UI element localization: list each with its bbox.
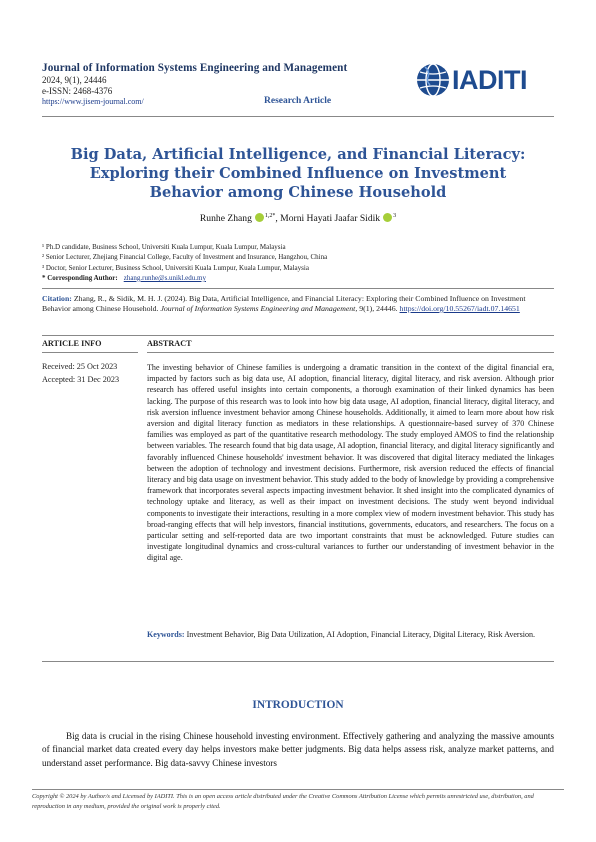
abstract-text: The investing behavior of Chinese families is undergoing a dramatic transition in the context of the digital financial era, impacted by factors such as big data use, AI adoption, financial literacy, digital literacy, and risk aversion. Although prior research has offered useful insights into certain components, a thorough examination of their linked dynamics has been lacking. The purpose of this research was to look into how big data usage, AI adoption, financial literacy, digital literacy, and risk aversion influence investment behavior among Chinese households. Additionally, it aimed to learn more about how risk aversion and digital literacy function as mediators in these relationships. A questionnaire-based survey of 370 Chinese families was employed as part of the quantitative research methodology. The study employed AMOS to find the relationship between variables. The research found that big data usage, AI adoption, financial literacy, and digital literacy significantly and favorably influenced Chinese households' investment behavior. It was discovered that digital literacy mediated the linkages between the adoption of technology and investment decisions. Furthermore, risk aversion reduced the effects of financial literacy and big data usage on investment behavior. This study added to the body of knowledge by providing a comprehensive framework that incorporates several aspects impacting investment behavior. It shed insight into the complicated dynamics of technology uptake and literacy, as well as their impact on investment decisions. The study went beyond individual components to investigate their interactions, resulting in a more complex view of modern investment behavior. This study has broad-ranging effects that will help investors, financial institutions, governments, educators, and researchers. The focus on a particular setting and self-reported data are two important constraints that must be acknowledged. Future studies can investigate longitudinal dynamics and cross-cultural variances to further our understanding of investment behavior in the digital age. <box>147 363 554 563</box>
abstract-heading: ABSTRACT <box>147 339 192 348</box>
header-divider <box>42 116 554 117</box>
article-info-rule <box>42 352 138 353</box>
author-affil-marker: 1,2* <box>264 213 276 219</box>
author-list <box>0 213 596 224</box>
citation-label: Citation: <box>42 294 72 303</box>
author-affil-marker: 3 <box>393 213 397 219</box>
citation-volume: 9(1), 24446. <box>357 304 400 313</box>
keywords-text: Investment Behavior, Big Data Utilization, AI Adoption, Financial Literacy, Digital Literacy, Risk Aversion. <box>184 630 536 639</box>
journal-url-link[interactable]: https://www.jisem-journal.com/ <box>42 97 144 106</box>
abstract-end-divider <box>42 661 554 662</box>
footer-divider <box>32 789 564 790</box>
received-date: Received: 25 Oct 2023 <box>42 362 118 371</box>
journal-issn: e-ISSN: 2468-4376 <box>42 86 113 96</box>
citation-divider <box>42 335 554 336</box>
keywords-label: Keywords: <box>147 630 185 639</box>
keywords <box>147 629 554 640</box>
journal-name: Journal of Information Systems Engineering and Management <box>42 62 348 74</box>
introduction-heading: INTRODUCTION <box>252 699 344 711</box>
author-name: Runhe Zhang <box>199 213 252 225</box>
affiliation-divider <box>42 288 554 289</box>
citation-text: Zhang, R., & Sidik, M. H. J. (2024). Big Data, Artificial Intelligence, and Financial Literacy: Exploring their Combined Influence on Investment Behavior among Chinese Household. <box>42 294 526 313</box>
affiliation-line: ³ Doctor, Senior Lecturer, Business School, Universiti Kuala Lumpur, Kuala Lumpur, Malaysia <box>42 263 309 272</box>
author-name: Morni Hayati Jaafar Sidik <box>280 213 381 225</box>
author-separator: , <box>275 213 281 225</box>
article-title: Big Data, Artificial Intelligence, and Financial Literacy: Exploring their Combined Influence on Investment Behavior among Chinese Household <box>70 146 526 201</box>
accepted-date: Accepted: 31 Dec 2023 <box>42 375 120 384</box>
orcid-icon[interactable] <box>255 213 264 222</box>
corresponding-email-link[interactable]: zhang.runhe@s.unikl.edu.my <box>123 273 206 282</box>
introduction-text: Big data is crucial in the rising Chinese household investing environment. Effectively gathering and analyzing the massive amounts of financial market data created every day helps investors make better judgments. Big data helps assess risk, analyze market patterns, and understand asset performance. Big data-savvy Chinese investors <box>42 731 554 768</box>
orcid-icon[interactable] <box>383 213 392 222</box>
citation-journal: Journal of Information Systems Engineering and Management, <box>160 304 358 313</box>
journal-issue: 2024, 9(1), 24446 <box>42 75 107 85</box>
copyright-notice: Copyright © 2024 by Author/s and Licensed by IADITI. This is an open access article distributed under the Creative Commons Attribution License which permits unrestricted use, distribution, and reproduction in any medium, provided the original work is properly cited. <box>32 793 534 811</box>
article-type: Research Article <box>264 96 332 106</box>
affiliation-line: ² Senior Lecturer, Zhejiang Financial College, Faculty of Investment and Insurance, Hangzhou, China <box>42 253 328 262</box>
corresponding-label: * Corresponding Author: <box>42 273 118 282</box>
logo-text: IADITI <box>452 65 527 95</box>
doi-link[interactable]: https://doi.org/10.55267/iadt.07.14651 <box>399 304 520 313</box>
affiliations <box>42 242 554 283</box>
corresponding-author <box>42 273 554 283</box>
citation-block <box>42 294 554 314</box>
article-info-heading: ARTICLE INFO <box>42 339 102 348</box>
publisher-logo <box>416 63 554 99</box>
globe-icon <box>416 63 450 97</box>
affiliation-line: ¹ Ph.D candidate, Business School, Universiti Kuala Lumpur, Kuala Lumpur, Malaysia <box>42 243 286 251</box>
abstract-rule <box>147 352 554 353</box>
journal-header <box>42 62 462 109</box>
